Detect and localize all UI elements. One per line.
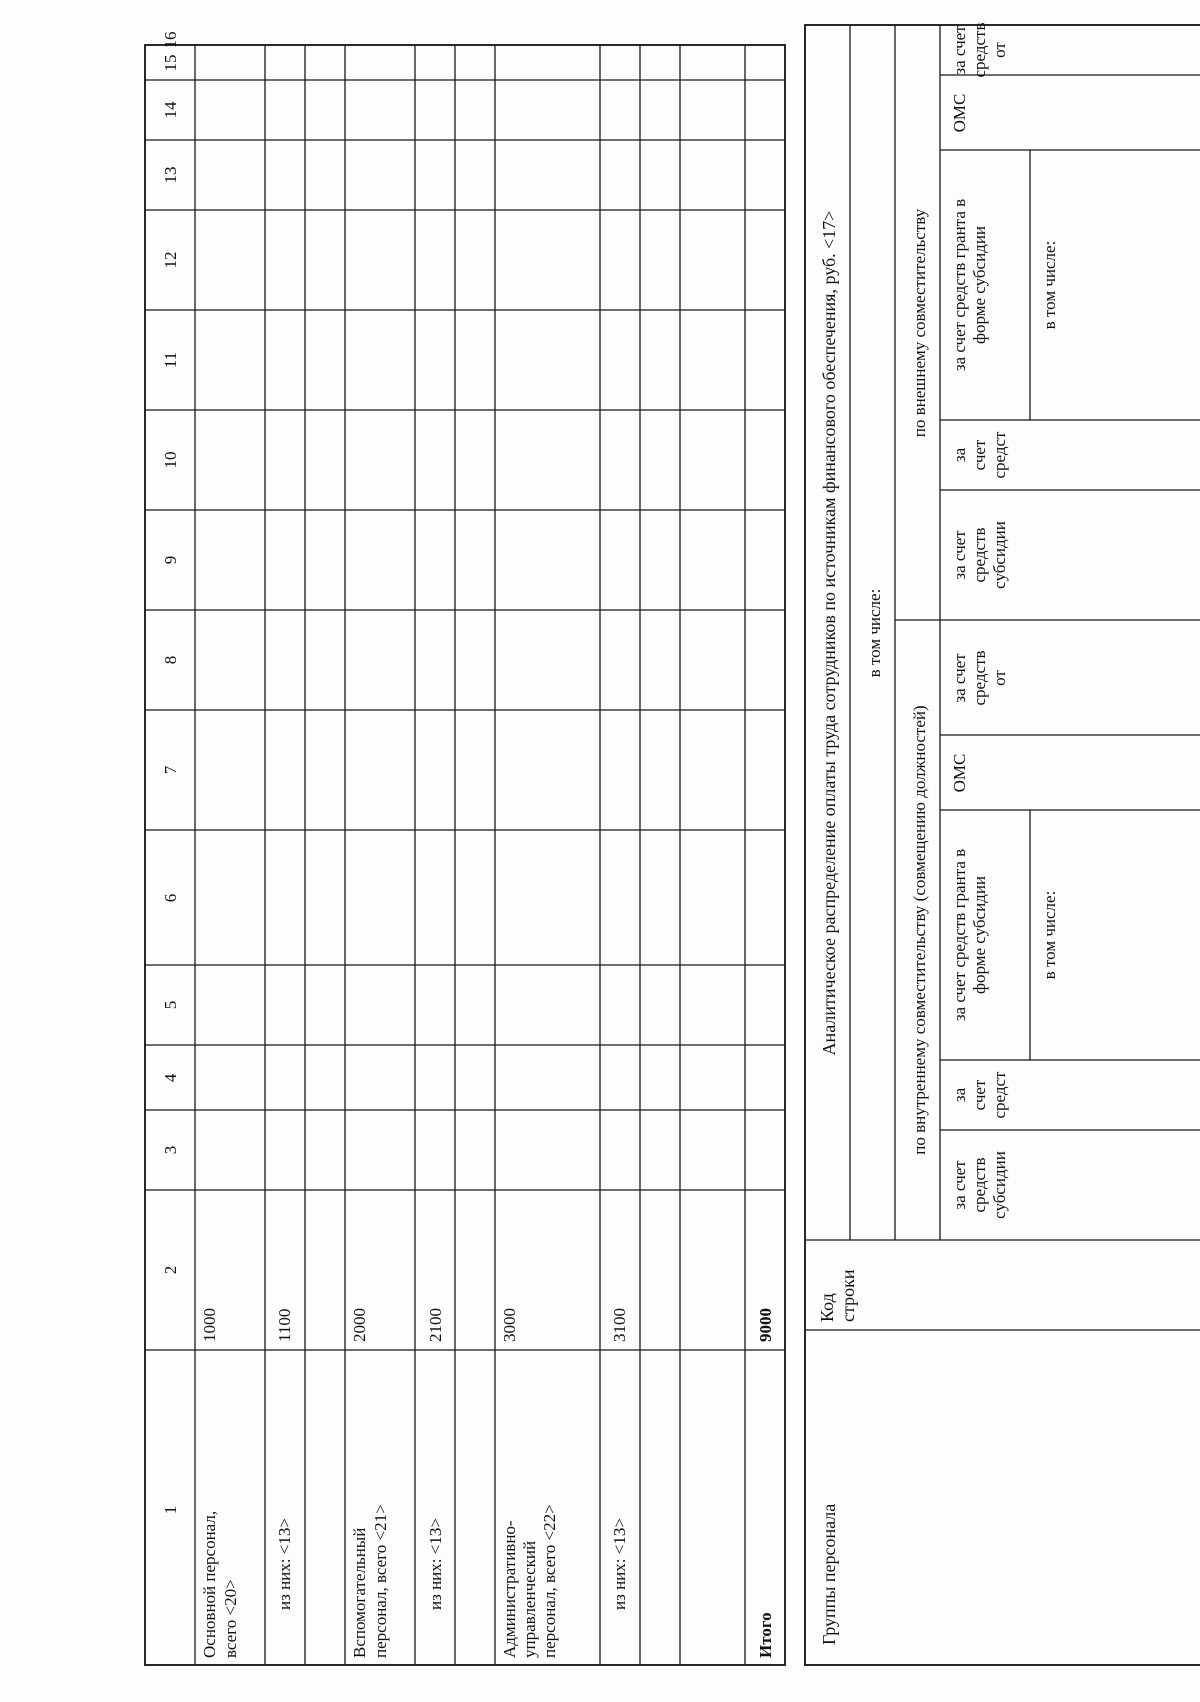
internal-col-funds: засчетсредст [950,1071,1009,1119]
col-number: 13 [161,166,180,184]
external-header: по внешнему совместительству [910,208,929,438]
row-label: из них: <13> [426,1518,445,1610]
row-code: 1000 [200,1308,219,1342]
col-number: 5 [161,1000,180,1010]
row-label-total: Итого [756,1612,775,1658]
row-labels [200,1504,775,1658]
row-code: 3000 [500,1308,519,1342]
groups-header: Группы персонала [819,1503,839,1645]
col-number: 11 [161,351,180,369]
external-col-subsidy: за счетсредствсубсидии [950,521,1009,589]
col-number: 9 [161,555,180,565]
internal-col-funds-from: за счетсредствот [950,650,1009,706]
external-col-oms: ОМС [950,93,969,133]
col-number: 2 [161,1265,180,1275]
row-label: из них: <13> [610,1518,629,1610]
bottom-table [805,22,1200,1665]
col-number: 14 [161,101,180,119]
col-number: 12 [161,251,180,269]
column-numbers [161,32,180,1515]
top-table-border [145,45,785,1665]
col-number: 16 [161,31,180,49]
row-code: 2000 [350,1308,369,1342]
row-codes [200,1308,775,1342]
row-code: 1100 [275,1308,294,1342]
col-number: 4 [161,1073,180,1083]
row-label: Вспомогательный персонал, всего <21> [350,1504,390,1658]
top-table [145,32,785,1666]
including-label: в том числе: [865,588,884,678]
internal-header: по внутреннему совместительству (совмещению должностей) [910,705,929,1155]
col-number: 15 [161,54,180,72]
row-code: 3100 [610,1308,629,1342]
internal-col-subsidy: за счетсредствсубсидии [950,1151,1009,1219]
internal-col-grant: за счет средств гранта вформе субсидии [950,848,989,1022]
internal-col-oms: ОМС [950,753,969,793]
row-label: Административно-управленческийперсонал, всего <22> [500,1504,559,1658]
col-number: 8 [161,655,180,665]
external-col-grant-including: в том числе: [1040,240,1059,330]
code-header: Кодстроки [817,1269,858,1322]
row-code-total: 9000 [756,1308,775,1342]
external-col-funds: засчетсредст [950,431,1009,479]
col-number: 6 [161,893,180,903]
col-number: 10 [161,451,180,469]
col-number: 1 [161,1505,180,1515]
row-label: из них: <13> [275,1518,294,1610]
internal-col-grant-including: в том числе: [1040,890,1059,980]
top-table-grid [145,45,785,1665]
col-number: 3 [161,1145,180,1155]
external-col-grant: за счет средств гранта вформе субсидии [950,198,989,372]
row-code: 2100 [426,1308,445,1342]
col-number: 7 [161,765,180,775]
row-label: Основной персонал, всего <20> [200,1510,240,1658]
external-col-funds-from: за счетсредствот [950,22,1009,78]
bottom-table-border [805,25,1200,1665]
distribution-title: Аналитическое распределение оплаты труда сотрудников по источникам финансового обеспечения, руб. <17> [819,210,839,1056]
